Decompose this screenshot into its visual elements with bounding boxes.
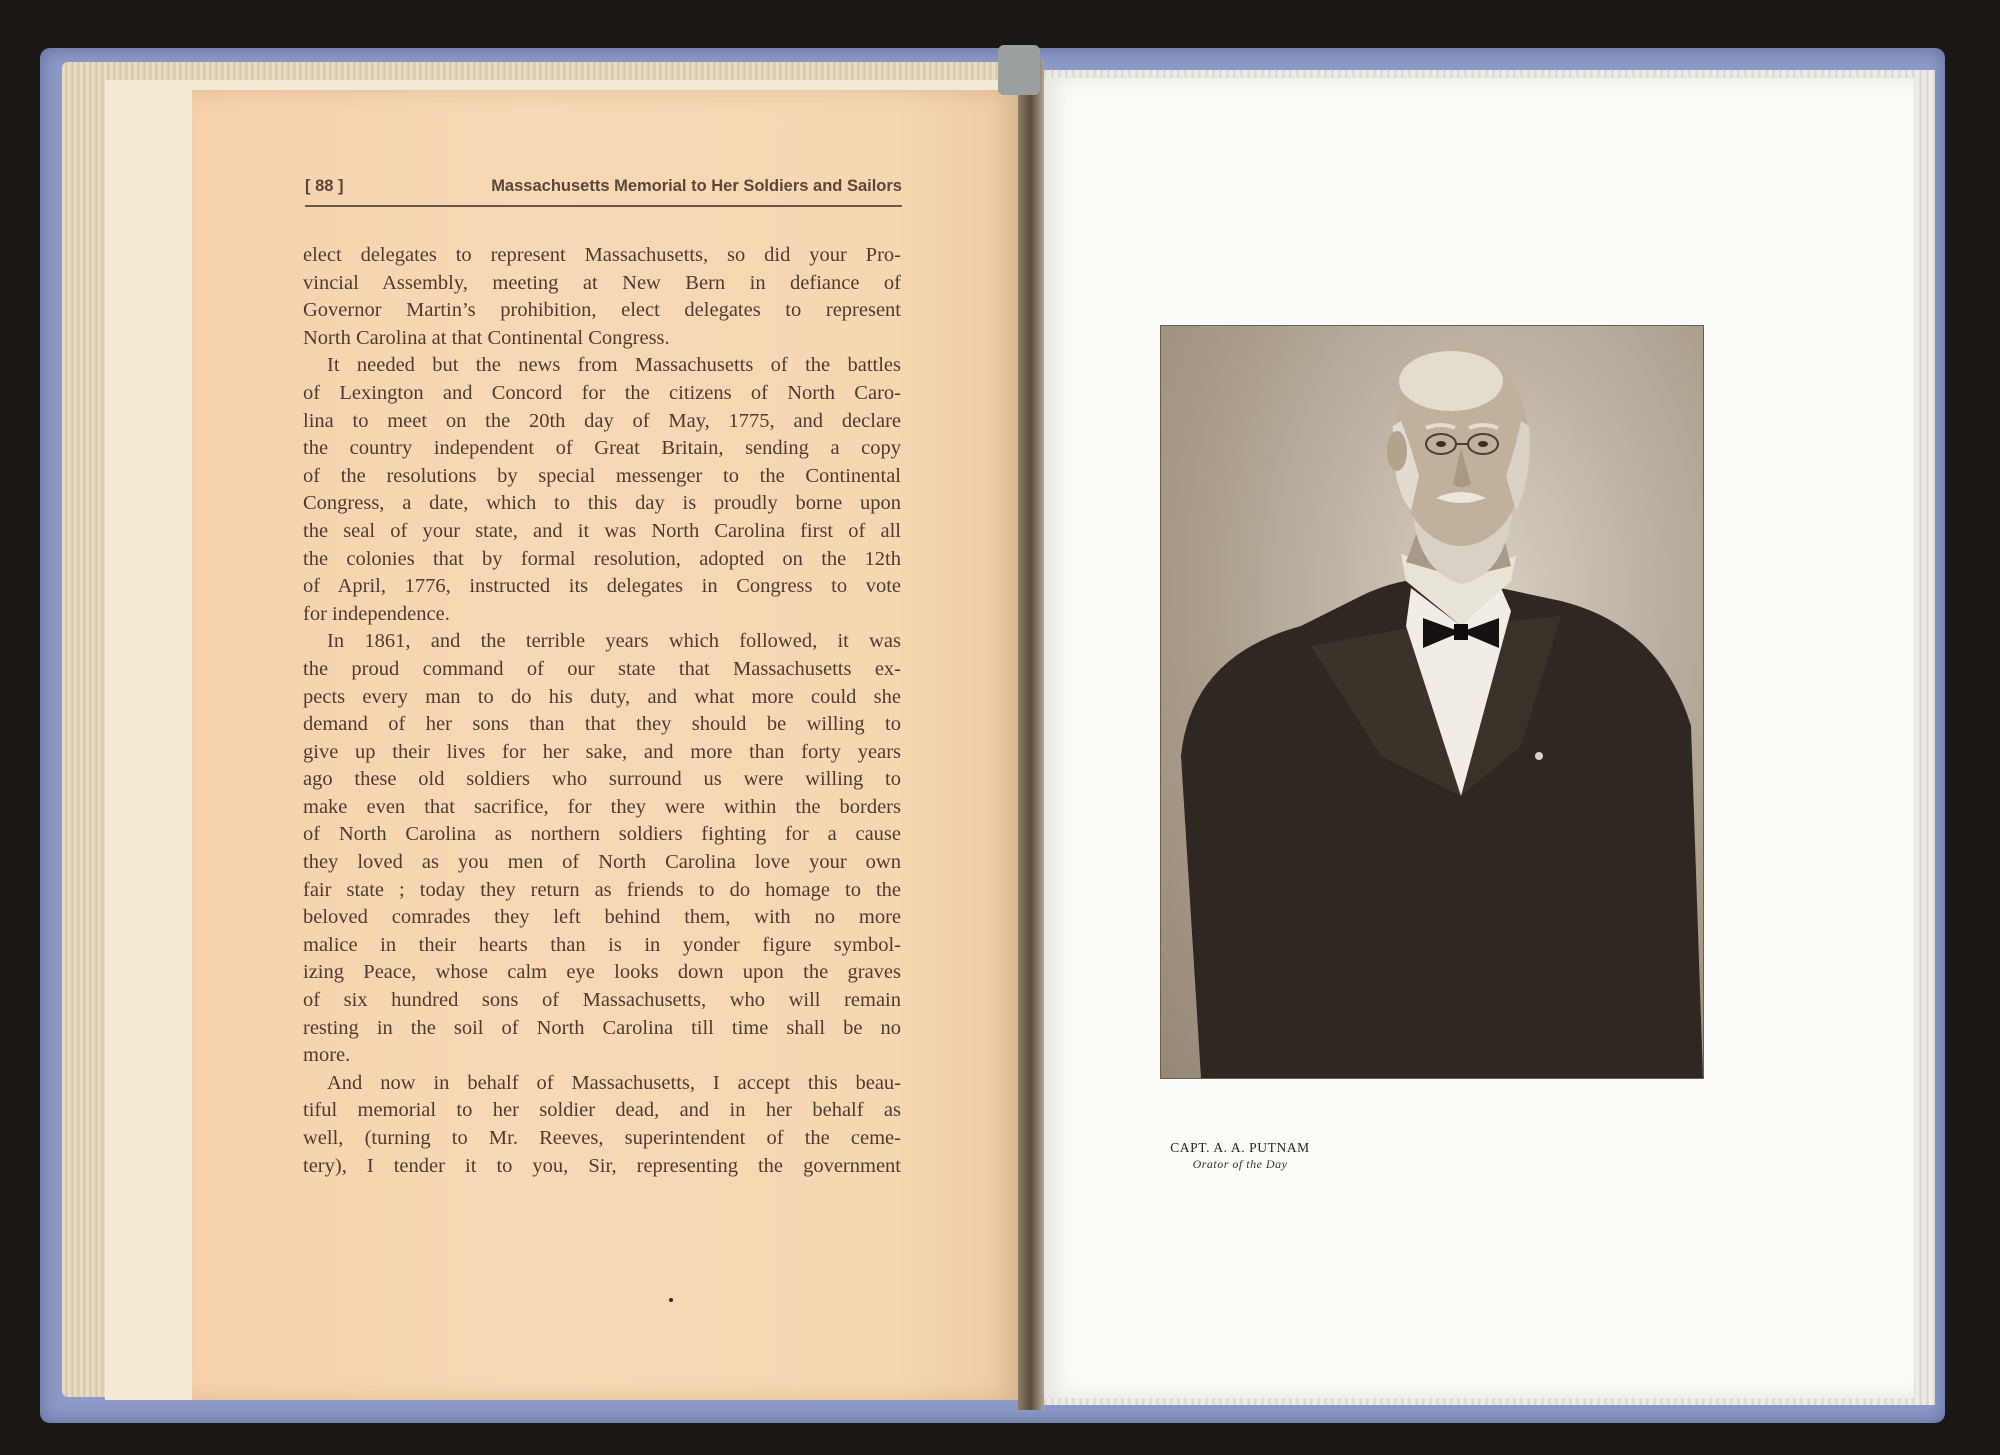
- text-line: ago these old soldiers who surround us were willing to: [303, 768, 901, 791]
- caption-subtitle: Orator of the Day: [1192, 1157, 1288, 1171]
- text-line: the country independent of Great Britain, sending a copy: [303, 437, 901, 460]
- text-line: In 1861, and the terrible years which followed, it was: [327, 630, 901, 653]
- book-gutter: [1018, 60, 1044, 1410]
- portrait-photograph: [1160, 325, 1704, 1079]
- text-line: lina to meet on the 20th day of May, 1775, and declare: [303, 409, 901, 432]
- spine-headband: [998, 45, 1040, 95]
- text-line: pects every man to do his duty, and what more could she: [303, 685, 901, 708]
- running-title: Massachusetts Memorial to Her Soldiers and Sailors: [491, 177, 902, 195]
- text-line: beloved comrades they left behind them, with no more: [303, 906, 901, 929]
- text-line: more.: [303, 1044, 351, 1067]
- text-line: of six hundred sons of Massachusetts, who will remain: [303, 989, 901, 1012]
- text-line: tery), I tender it to you, Sir, representing the government: [303, 1154, 901, 1177]
- text-line: vincial Assembly, meeting at New Bern in defiance of: [303, 271, 901, 294]
- text-line: the colonies that by formal resolution, adopted on the 12th: [303, 547, 901, 570]
- text-line: resting in the soil of North Carolina till time shall be no: [303, 1016, 901, 1039]
- page-speck: [669, 1298, 673, 1302]
- text-line: izing Peace, whose calm eye looks down upon the graves: [303, 961, 901, 984]
- header-rule: [305, 205, 902, 207]
- text-line: It needed but the news from Massachusetts of the battles: [327, 354, 901, 377]
- running-head: [305, 173, 902, 213]
- text-line: they loved as you men of North Carolina love your own: [303, 851, 901, 874]
- caption-name: CAPT. A. A. PUTNAM: [1170, 1140, 1310, 1155]
- text-line: of Lexington and Concord for the citizens of North Caro-: [303, 381, 901, 404]
- text-line: malice in their hearts than is in yonder figure symbol-: [303, 933, 901, 956]
- text-line: of April, 1776, instructed its delegates in Congress to vote: [303, 575, 901, 598]
- page-number: [ 88 ]: [305, 177, 344, 195]
- text-line: well, (turning to Mr. Reeves, superintendent of the ceme-: [303, 1127, 901, 1149]
- text-line: give up their lives for her sake, and more than forty years: [303, 740, 901, 763]
- text-line: the proud command of our state that Massachusetts ex-: [303, 657, 901, 680]
- text-line: tiful memorial to her soldier dead, and in her behalf as: [303, 1099, 901, 1122]
- text-line: of North Carolina as northern soldiers fighting for a cause: [303, 823, 901, 846]
- text-line: And now in behalf of Massachusetts, I accept this beau-: [327, 1071, 901, 1094]
- text-line: of the resolutions by special messenger to the Continental: [303, 464, 901, 487]
- text-line: demand of her sons than that they should be willing to: [303, 713, 901, 736]
- text-line: North Carolina at that Continental Congress.: [303, 326, 670, 349]
- text-line: the seal of your state, and it was North Carolina first of all: [303, 519, 901, 542]
- text-line: elect delegates to represent Massachusetts, so did your Pro-: [303, 244, 901, 266]
- text-line: fair state ; today they return as friends to do homage to the: [303, 878, 901, 901]
- portrait-caption: [1160, 1140, 1320, 1172]
- text-line: for independence.: [303, 602, 450, 625]
- text-line: make even that sacrifice, for they were within the borders: [303, 795, 901, 818]
- text-line: Congress, a date, which to this day is proudly borne upon: [303, 492, 901, 515]
- portrait-figure: [1161, 326, 1703, 1078]
- body-text: [303, 242, 901, 1180]
- text-line: Governor Martin’s prohibition, elect delegates to represent: [303, 299, 901, 322]
